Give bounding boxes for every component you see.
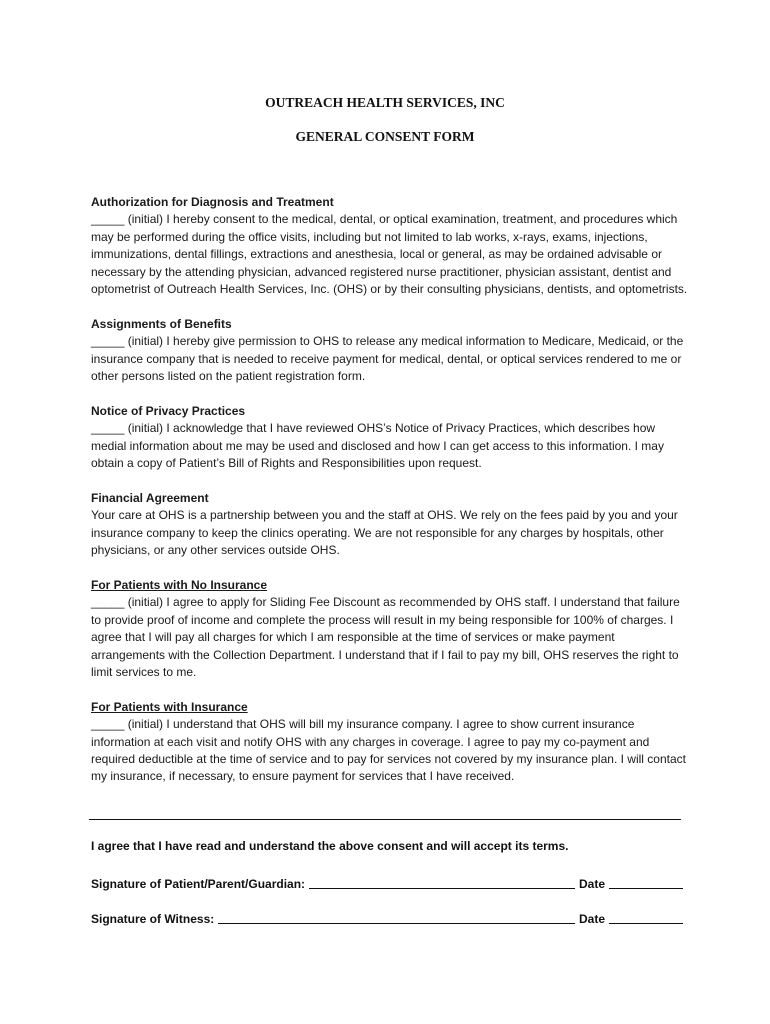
section-no-insurance [91,577,691,681]
section-financial-agreement [91,490,691,560]
section-authorization [91,194,691,298]
section-heading: For Patients with Insurance [91,699,248,714]
patient-signature-row [91,873,683,891]
date-label: Date [578,912,605,926]
patient-signature-label: Signature of Patient/Parent/Guardian: [91,877,306,891]
section-privacy-practices [91,403,691,473]
witness-signature-field[interactable] [218,911,575,924]
section-text: _____ (initial) I hereby consent to the medical, dental, or optical examination, treatment, and procedures which may be performed during the office visits, including but not limited to lab works, x-rays, exams, injections, immunizations, dental fillings, extractions and anesthesia, local or general, as may be ordained advisable or necessary by the attending physician, advanced registered nurse practitioner, physician assistant, dentist and optometrist of Outreach Health Services, Inc. (OHS) or by their consulting physicians, dentists, and optometrists. [91,212,688,297]
section-text: _____ (initial) I understand that OHS will bill my insurance company. I agree to show current insurance information at each visit and notify OHS with any charges in coverage. I agree to pay my co-payment and required deductible at the time of service and to pay for services not covered by my insurance plan. I will contact my insurance, if necessary, to ensure payment for services that I have received. [91,717,686,784]
section-text: Your care at OHS is a partnership between you and the staff at OHS. We rely on the fees paid by you and your insurance company to keep the clinics operating. We are not responsible for any charges by hospitals, other physicians, or any other services outside OHS. [91,508,678,558]
section-heading: Notice of Privacy Practices [91,403,246,418]
org-name: OUTREACH HEALTH SERVICES, INC [265,95,505,110]
section-text: _____ (initial) I agree to apply for Sliding Fee Discount as recommended by OHS staff. I understand that failure to provide proof of income and complete the process will result in my being responsible for 100% of charges. I agree that I will pay all charges for which I am responsible at the time of services or make payment arrangements with the Collection Department. I understand that if I fail to pay my bill, OHS reserves the right to limit services to me. [91,595,680,679]
section-heading: For Patients with No Insurance [91,577,268,592]
section-heading: Authorization for Diagnosis and Treatment [91,195,334,209]
form-title: GENERAL CONSENT FORM [295,129,475,144]
section-heading: Assignments of Benefits [91,316,232,331]
witness-date-field[interactable] [609,911,683,924]
witness-signature-row [91,908,683,926]
section-divider [89,819,681,820]
section-with-insurance [91,699,691,786]
section-heading: Financial Agreement [91,490,209,505]
agreement-statement: I agree that I have read and understand the above consent and will accept its terms. [91,839,569,853]
section-text: _____ (initial) I hereby give permission to OHS to release any medical information to Medicare, Medicaid, or the insurance company that is needed to receive payment for medical, dental, or optical services rendered to me or other persons listed on the patient registration form. [91,334,684,384]
witness-signature-label: Signature of Witness: [91,912,215,926]
section-assignments-of-benefits [91,316,691,386]
patient-date-field[interactable] [609,876,683,889]
date-label: Date [578,877,605,891]
form-body [91,194,691,803]
section-text: _____ (initial) I acknowledge that I have reviewed OHS’s Notice of Privacy Practices, which describes how medial information about me may be used and disclosed and how I can get access to this information. I may obtain a copy of Patient’s Bill of Rights and Responsibilities upon request. [91,421,664,471]
patient-signature-field[interactable] [309,876,575,889]
